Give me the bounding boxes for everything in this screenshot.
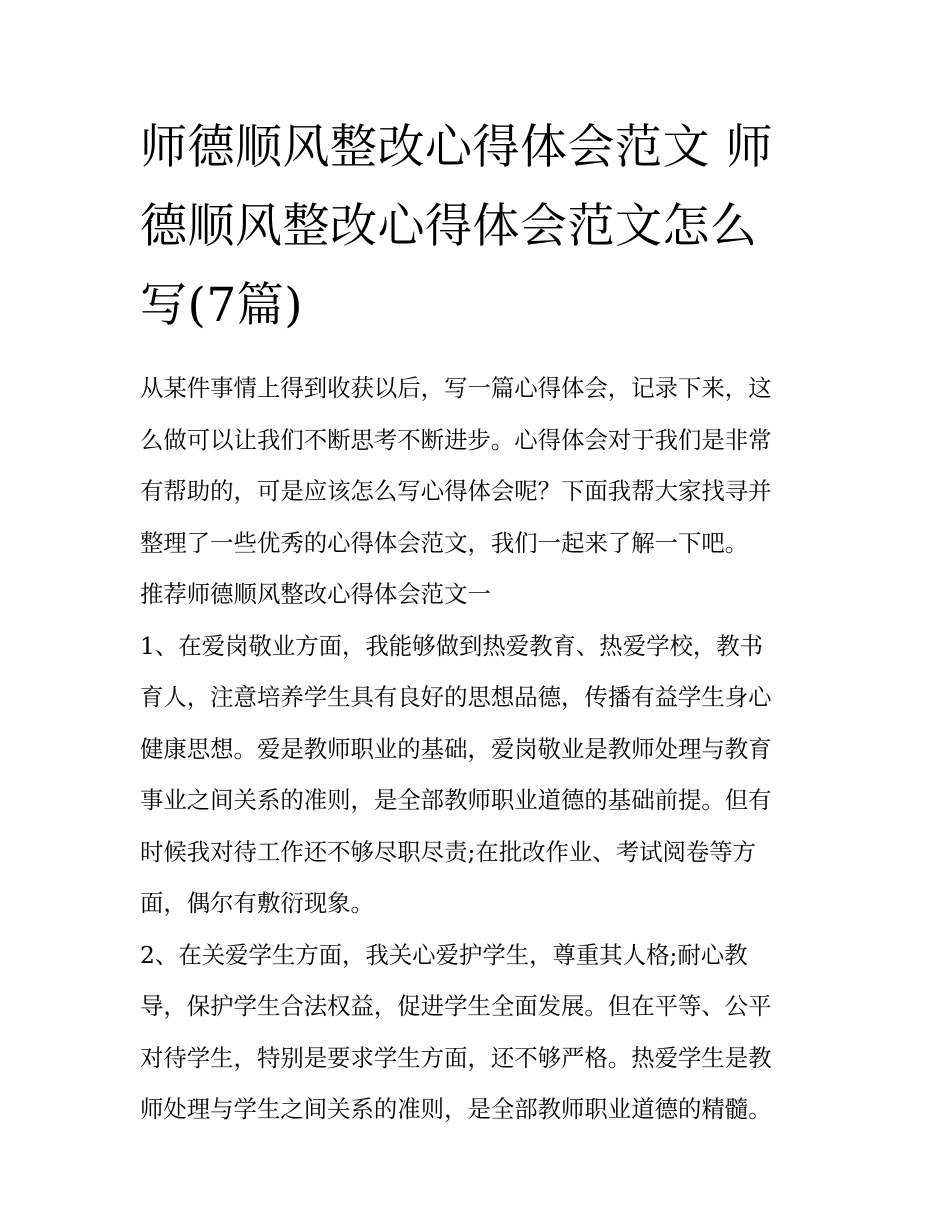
document-body xyxy=(140,363,812,1136)
text-line: 从某件事情上得到收获以后，写一篇心得体会，记录下来，这 xyxy=(140,374,772,402)
text-line: 健康思想。爱是教师职业的基础，爱岗敬业是教师处理与教育 xyxy=(140,734,772,763)
text-line: 师处理与学生之间关系的准则，是全部教师职业道德的精髓。 xyxy=(140,1095,772,1123)
title-line: 师德顺风整改心得体会范文 师 xyxy=(140,120,773,175)
text-line: 2、在关爱学生方面，我关心爱护学生，尊重其人格;耐心教 xyxy=(140,940,748,969)
text-line: 有帮助的，可是应该怎么写心得体会呢？下面我帮大家找寻并 xyxy=(140,477,772,505)
text-line: 整理了一些优秀的心得体会范文，我们一起来了解一下吧。 xyxy=(140,528,749,557)
section-heading-text: 推荐师德顺风整改心得体会范文一 xyxy=(140,580,491,608)
text-line: 对待学生，特别是要求学生方面，还不够严格。热爱学生是教 xyxy=(140,1043,772,1072)
text-line: 时候我对待工作还不够尽职尽责;在批改作业、考试阅卷等方 xyxy=(140,837,757,866)
item-1-paragraph xyxy=(140,621,812,930)
item-2-paragraph xyxy=(140,930,812,1136)
section-heading xyxy=(140,569,812,621)
text-line: 么做可以让我们不断思考不断进步。心得体会对于我们是非常 xyxy=(140,425,772,454)
text-line: 导，保护学生合法权益，促进学生全面发展。但在平等、公平 xyxy=(140,992,772,1020)
intro-paragraph xyxy=(140,363,812,569)
text-line: 育人，注意培养学生具有良好的思想品德，传播有益学生身心 xyxy=(140,683,772,711)
text-line: 事业之间关系的准则，是全部教师职业道德的基础前提。但有 xyxy=(140,786,772,814)
document-title xyxy=(140,108,812,345)
title-line: 写(7篇) xyxy=(140,278,304,333)
text-line: 1、在爱岗敬业方面，我能够做到热爱教育、热爱学校，教书 xyxy=(140,631,764,660)
document-page xyxy=(140,108,812,1136)
title-line: 德顺风整改心得体会范文怎么 xyxy=(140,199,758,254)
text-line: 面，偶尔有敷衍现象。 xyxy=(140,889,374,917)
